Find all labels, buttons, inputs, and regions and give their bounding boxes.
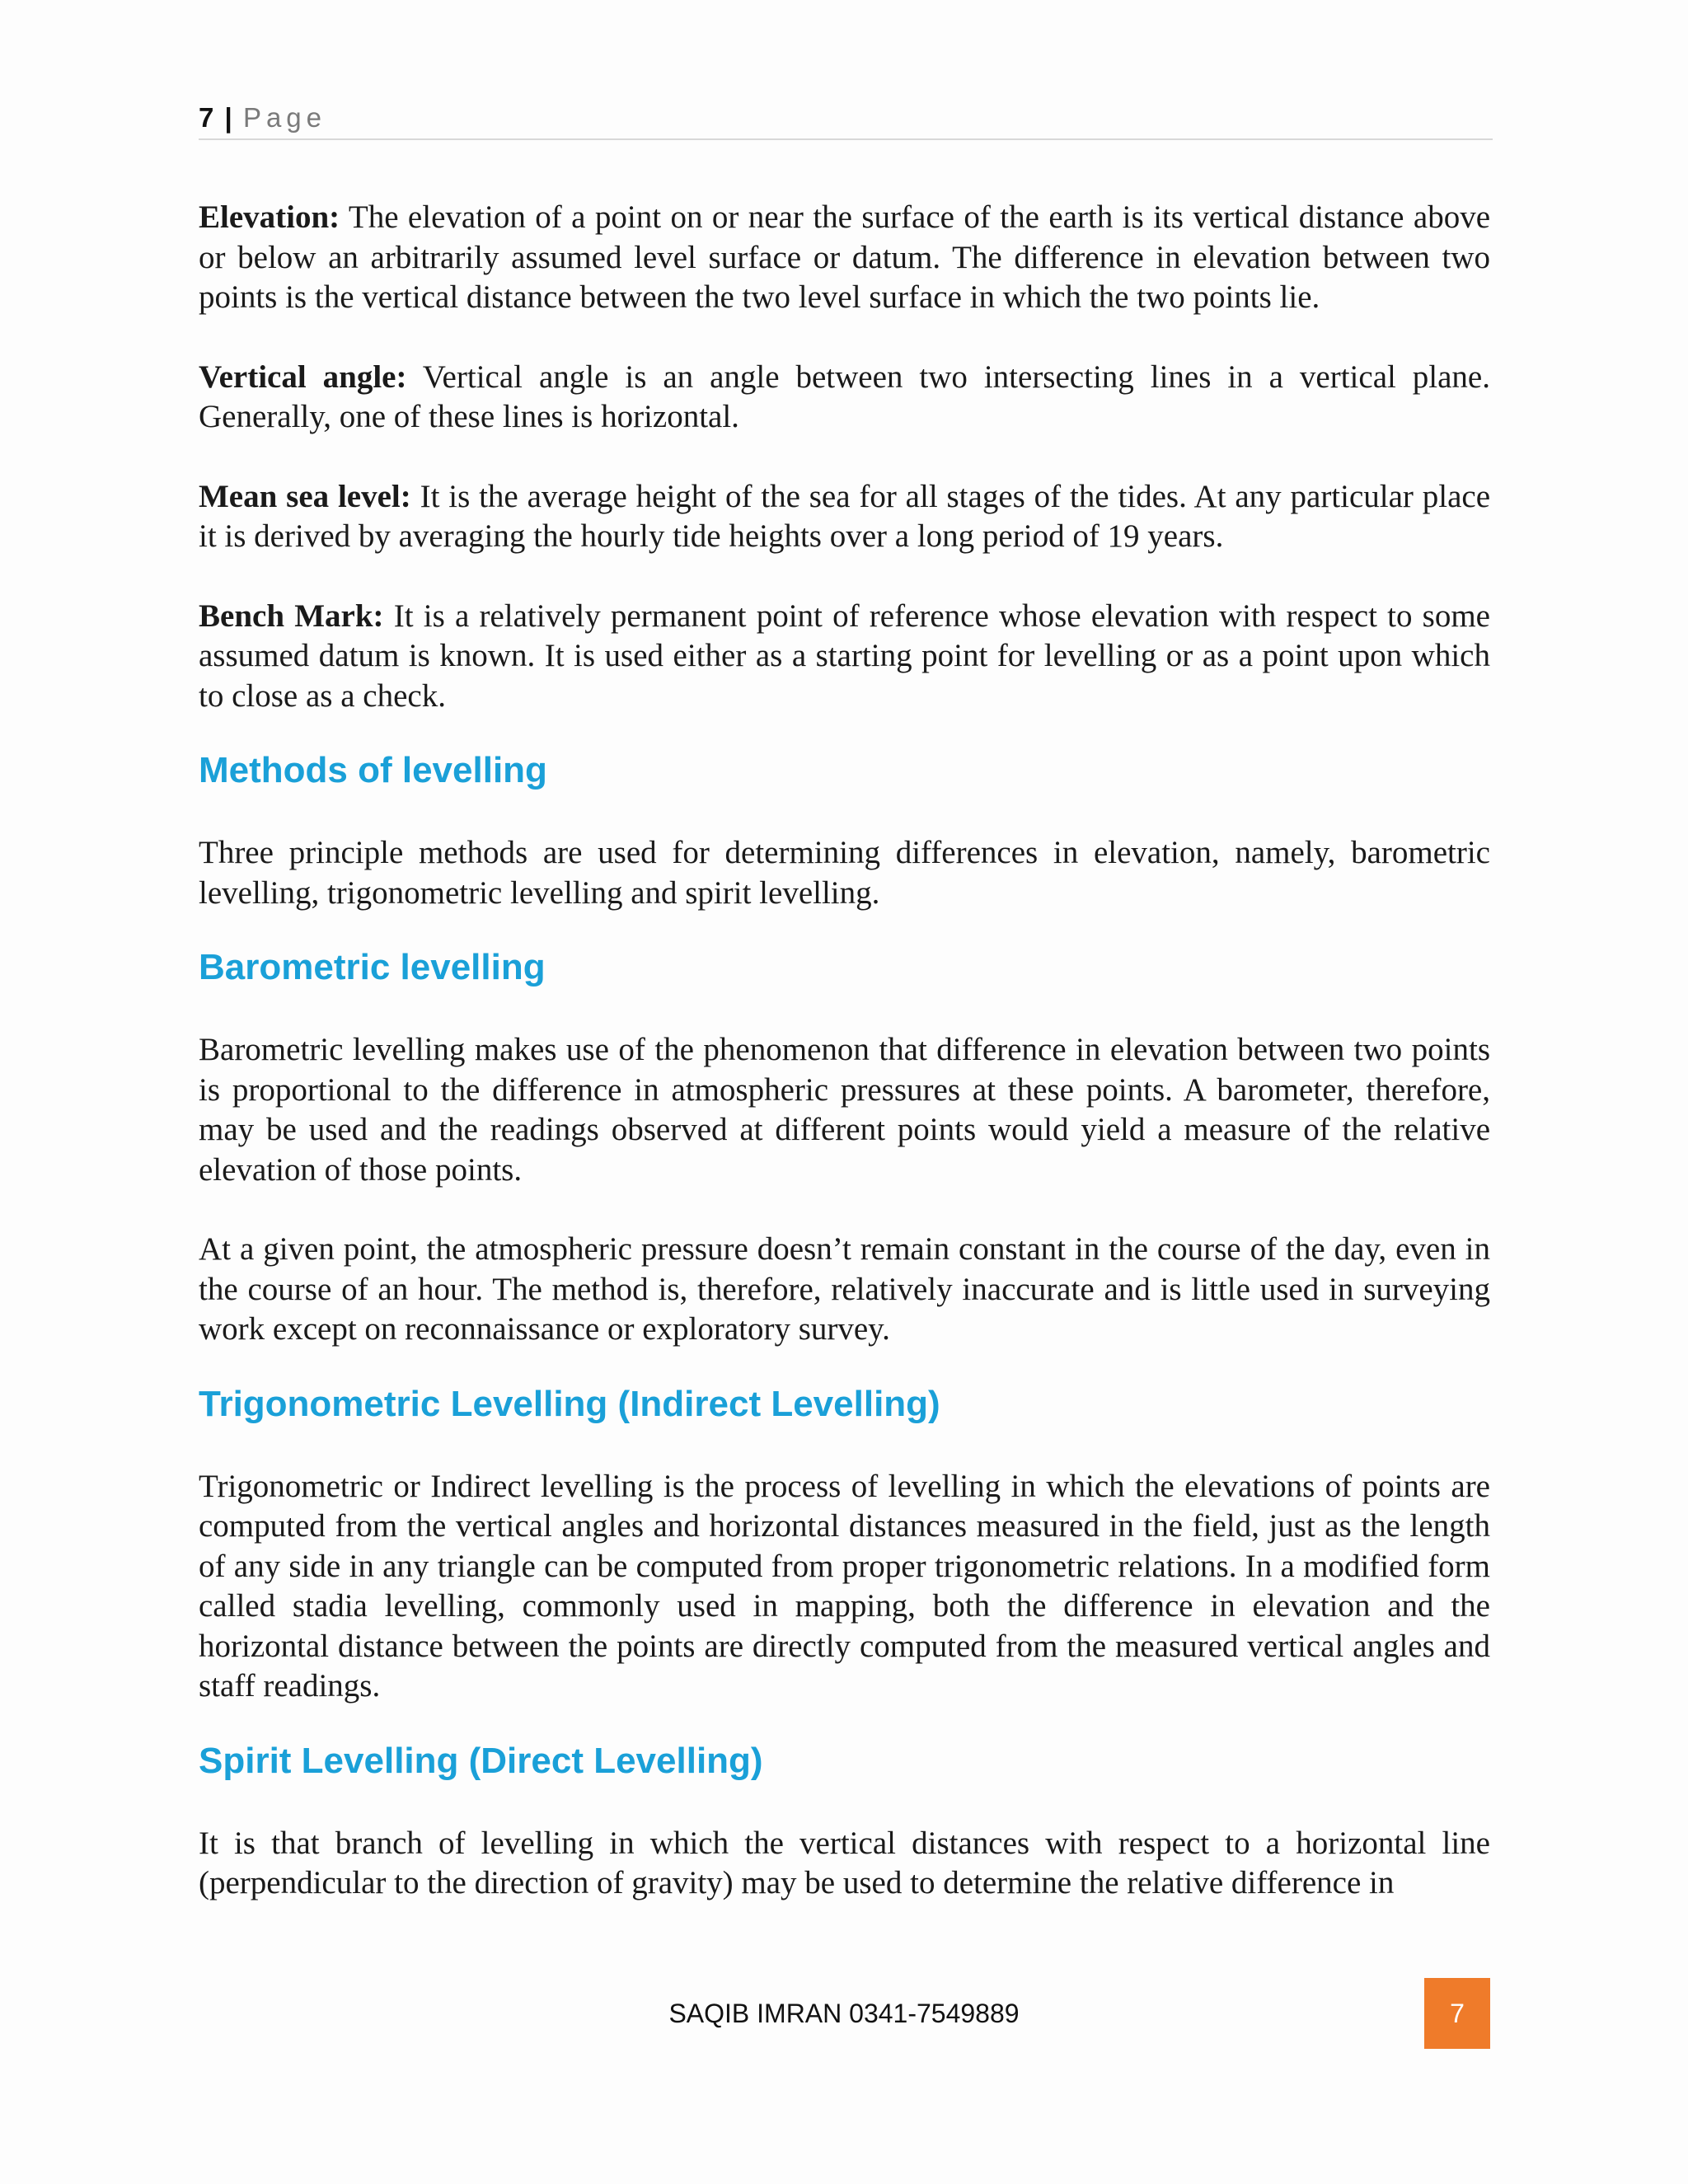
barometric-paragraph-1: Barometric levelling makes use of the phenomenon that difference in elevation between two points is proportional to the difference in atmospheric pressures at these points. A barometer, therefore, may be used and the readings observed at different points would yield a measure of the relative elevation of those points. bbox=[199, 1032, 1490, 1188]
spirit-heading: Spirit Levelling (Direct Levelling) bbox=[199, 1740, 763, 1781]
methods-heading: Methods of levelling bbox=[199, 750, 547, 790]
bench-mark-text: It is a relatively permanent point of reference whose elevation with respect to some assumed datum is known. It is used either as a starting point for levelling or as a point upon which to close as a check. bbox=[199, 598, 1490, 714]
elevation-paragraph bbox=[199, 198, 1490, 318]
header-page-word: Page bbox=[242, 102, 327, 133]
mean-sea-level-text: It is the average height of the sea for all stages of the tides. At any particular place it is derived by averaging the hourly tide heights over a long period of 19 years. bbox=[199, 478, 1491, 554]
trigonometric-paragraph: Trigonometric or Indirect levelling is the process of levelling in which the elevations of points are computed from the vertical angles and horizontal distances measured in the field, just as the length of any side in any triangle can be computed from proper trigonometric relations. In a modified form called stadia levelling, commonly used in mapping, both the difference in elevation and the horizontal distance between the points are directly computed from the measured vertical angles and staff readings. bbox=[199, 1468, 1490, 1704]
mean-sea-level-term: Mean sea level: bbox=[199, 478, 411, 514]
header-separator: | bbox=[224, 102, 232, 133]
bench-mark-term: Bench Mark: bbox=[199, 598, 384, 634]
vertical-angle-text: Vertical angle is an angle between two intersecting lines in a vertical plane. Generally, one of these lines is horizontal. bbox=[199, 359, 1490, 434]
elevation-text: The elevation of a point on or near the surface of the earth is its vertical distance above or below an arbitrarily assumed level surface or datum. The difference in elevation between two points is the vertical distance between the two level surface in which the two points lie. bbox=[199, 199, 1491, 315]
page-content bbox=[199, 198, 1490, 1943]
bench-mark-paragraph bbox=[199, 597, 1490, 717]
vertical-angle-paragraph bbox=[199, 358, 1490, 438]
barometric-paragraph-2: At a given point, the atmospheric pressure doesn’t remain constant in the course of the day, even in the course of an hour. The method is, therefore, relatively inaccurate and is little used in surveying work except on reconnaissance or exploratory survey. bbox=[199, 1231, 1490, 1347]
spirit-paragraph: It is that branch of levelling in which the vertical distances with respect to a horizontal line (perpendicular to the direction of gravity) may be used to determine the relative difference in bbox=[199, 1825, 1490, 1900]
footer-page-number: 7 bbox=[1424, 1978, 1490, 2049]
footer-author: SAQIB IMRAN 0341-7549889 bbox=[668, 1999, 1020, 2028]
methods-paragraph: Three principle methods are used for determining differences in elevation, namely, barometric levelling, trigonometric levelling and spirit levelling. bbox=[199, 835, 1490, 911]
elevation-term: Elevation: bbox=[199, 199, 340, 235]
mean-sea-level-paragraph bbox=[199, 477, 1490, 557]
trigonometric-heading: Trigonometric Levelling (Indirect Levelling) bbox=[199, 1383, 940, 1424]
vertical-angle-term: Vertical angle: bbox=[199, 359, 407, 395]
header-page-number: 7 bbox=[199, 102, 214, 133]
barometric-heading: Barometric levelling bbox=[199, 947, 546, 987]
page-header bbox=[199, 97, 1493, 140]
